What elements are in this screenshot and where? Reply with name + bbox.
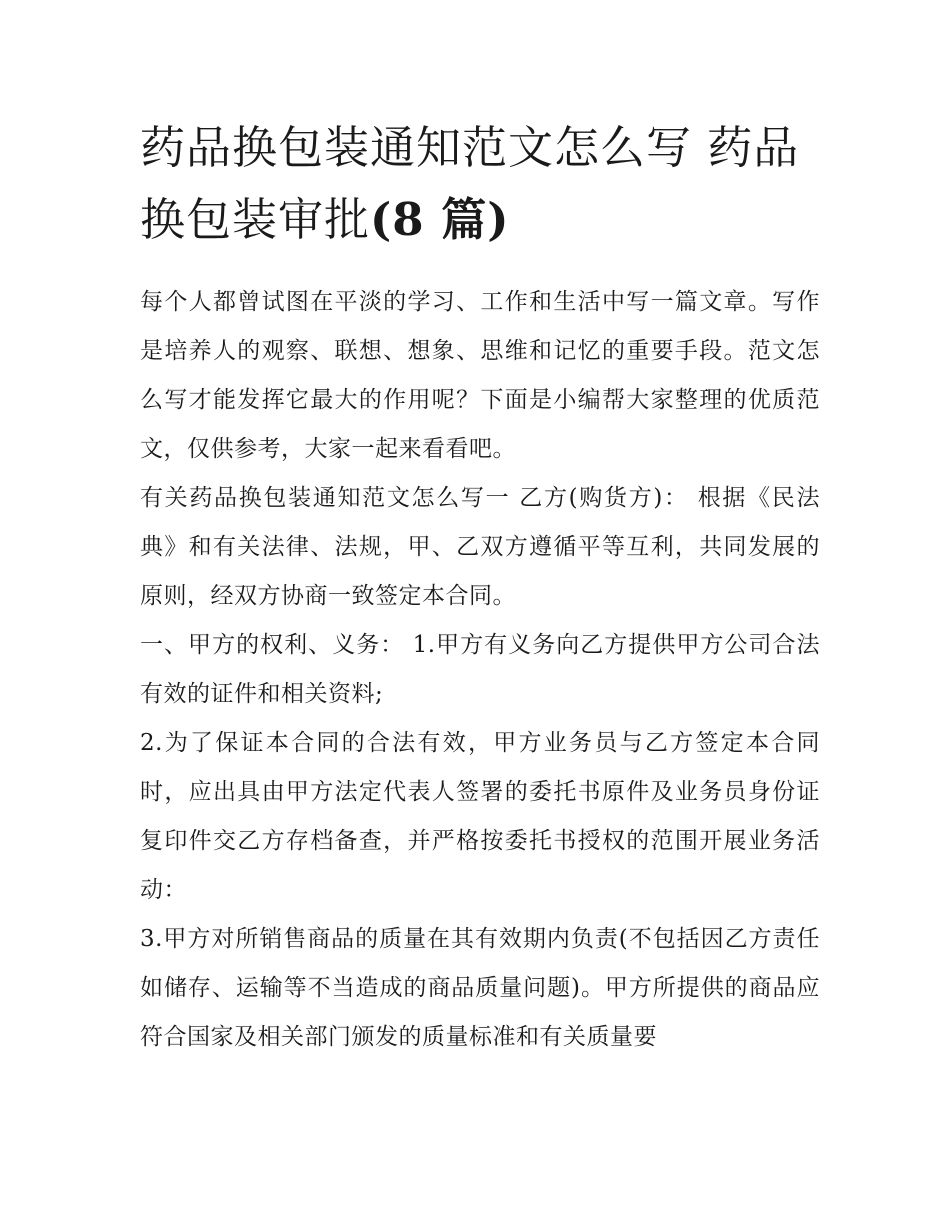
- document-title-main: 药品换包装通知范文怎么写 药品换包装审批: [140, 121, 800, 246]
- document-page: [140, 112, 820, 1062]
- clause-2-paragraph: 2.为了保证本合同的合法有效，甲方业务员与乙方签定本合同时，应出具由甲方法定代表人签署的委托书原件及业务员身份证复印件交乙方存档备查，并严格按委托书授权的范围开展业务活动：: [140, 730, 820, 903]
- contract-intro-paragraph: 有关药品换包装通知范文怎么写一 乙方(购货方)： 根据《民法典》和有关法律、法规，甲、乙双方遵循平等互利，共同发展的原则，经双方协商一致签定本合同。: [140, 485, 820, 609]
- document-title-suffix: (8 篇): [370, 193, 510, 246]
- intro-paragraph: 每个人都曾试图在平淡的学习、工作和生活中写一篇文章。写作是培养人的观察、联想、想象、思维和记忆的重要手段。范文怎么写才能发挥它最大的作用呢？下面是小编帮大家整理的优质范文，仅供参考，大家一起来看看吧。: [140, 289, 820, 462]
- clause-3-paragraph: 3.甲方对所销售商品的质量在其有效期内负责(不包括因乙方责任如储存、运输等不当造成的商品质量问题)。甲方所提供的商品应符合国家及相关部门颁发的质量标准和有关质量要: [140, 926, 820, 1050]
- document-title: [140, 112, 820, 256]
- clause-1-paragraph: 一、甲方的权利、义务： 1.甲方有义务向乙方提供甲方公司合法有效的证件和相关资料;: [140, 632, 820, 707]
